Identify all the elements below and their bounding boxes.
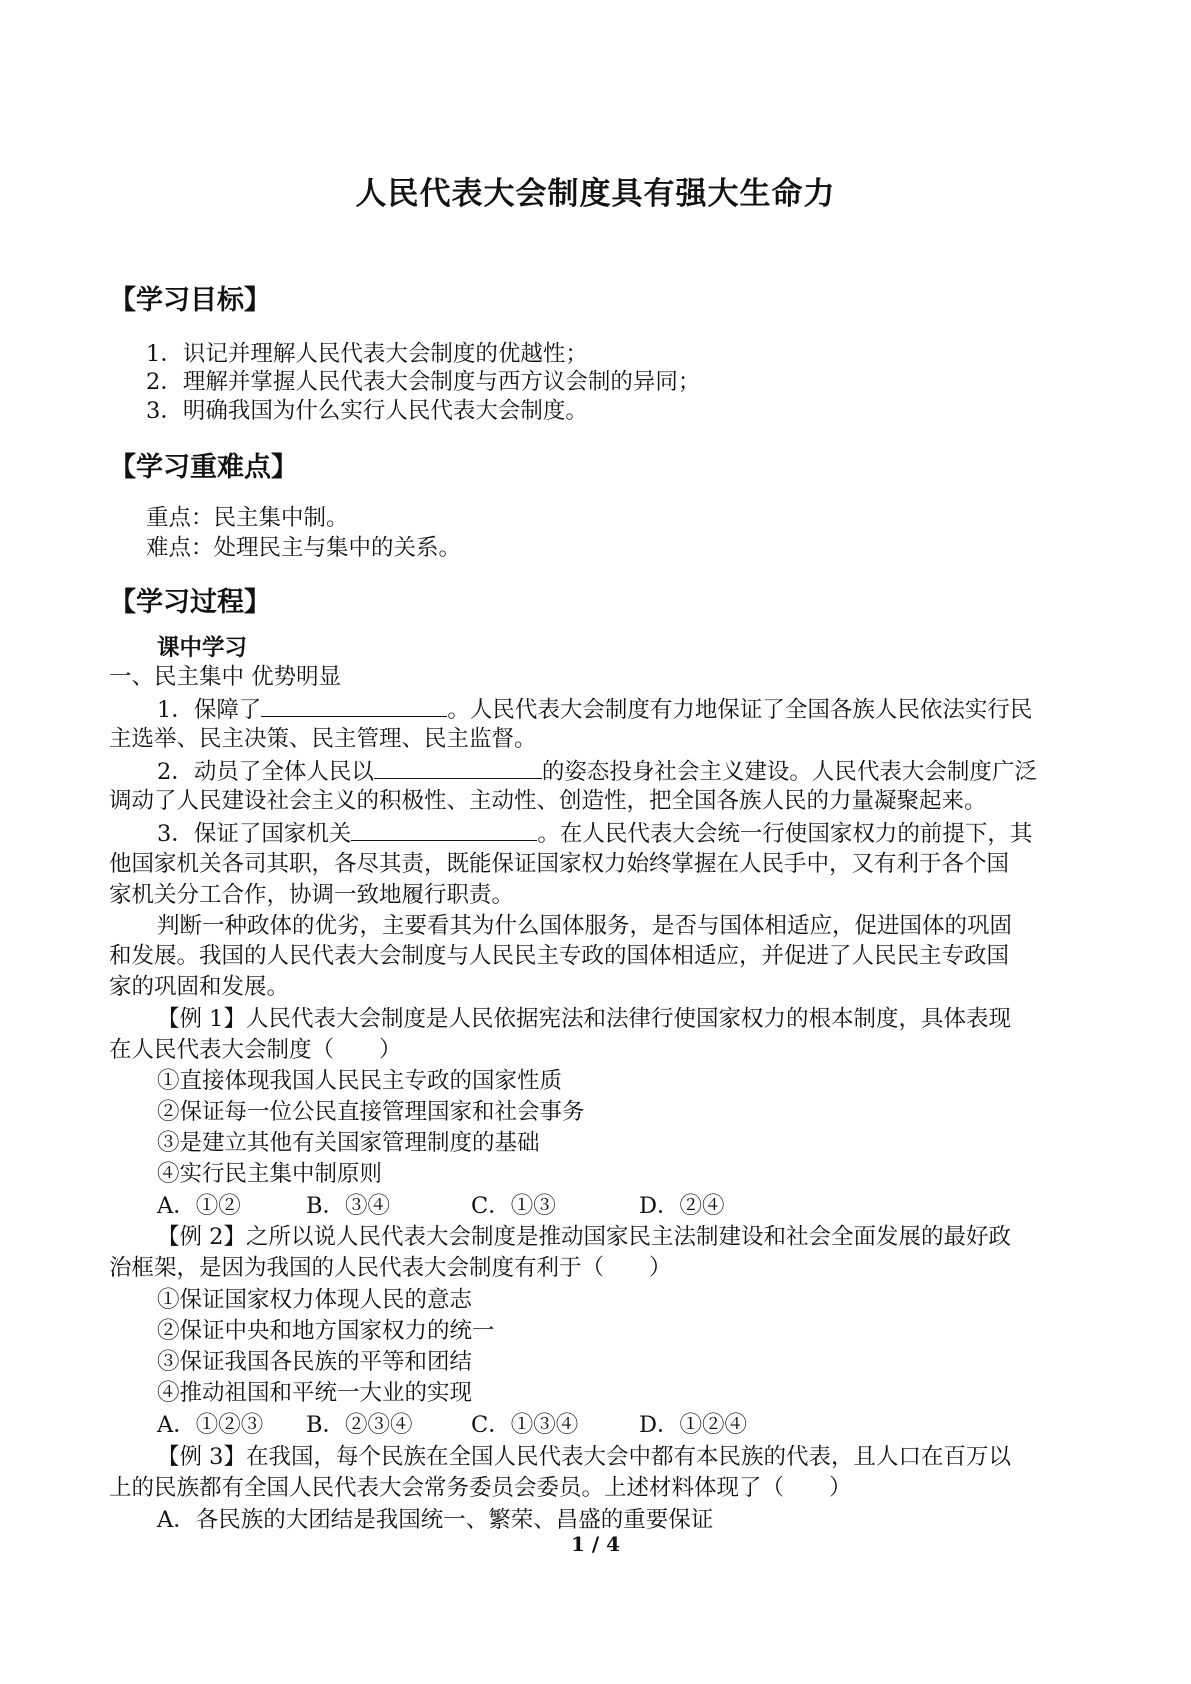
answer-option-c[interactable]: C．①③④ — [471, 1412, 579, 1438]
process-heading: 【学习过程】 — [109, 587, 271, 618]
example-3-question: 上的民族都有全国人民代表大会常务委员会委员。上述材料体现了（ ） — [109, 1475, 852, 1501]
keypoints-heading: 【学习重难点】 — [109, 452, 298, 483]
fill-blank[interactable] — [351, 818, 537, 841]
paragraph-text: 他国家机关各司其职，各尽其责，既能保证国家权力始终掌握在人民手中，又有利于各个国 — [109, 851, 1010, 877]
example-2-question: 【例 2】之所以说人民代表大会制度是推动国家民主法制建设和社会全面发展的最好政 — [157, 1224, 1011, 1250]
statement-item: ③是建立其他有关国家管理制度的基础 — [157, 1130, 540, 1156]
example-1-question: 【例 1】人民代表大会制度是人民依据宪法和法律行使国家权力的根本制度，具体表现 — [157, 1006, 1011, 1032]
fill-blank[interactable] — [261, 694, 447, 717]
paragraph-text: 3．保证了国家机关 — [157, 821, 352, 847]
answer-options — [157, 1191, 725, 1221]
statement-item: ①保证国家权力体现人民的意志 — [157, 1287, 473, 1313]
objective-item: 1．识记并理解人民代表大会制度的优越性； — [146, 341, 588, 367]
statement-item: ④实行民主集中制原则 — [157, 1161, 383, 1187]
class-learning-subheading: 课中学习 — [157, 635, 248, 661]
difficult-point: 难点：处理民主与集中的关系。 — [146, 535, 462, 561]
page-number: 1 / 4 — [570, 1532, 621, 1556]
paragraph-text: 2．动员了全体人民以 — [157, 759, 374, 785]
answer-option-d[interactable]: D．①②④ — [639, 1412, 748, 1438]
answer-option-b[interactable]: B．③④ — [306, 1193, 391, 1219]
objective-item: 3．明确我国为什么实行人民代表大会制度。 — [146, 398, 588, 424]
fill-blank[interactable] — [374, 756, 542, 779]
answer-option-b[interactable]: B．②③④ — [306, 1412, 413, 1438]
answer-option-a[interactable]: A．①②③ — [157, 1412, 264, 1438]
answer-options — [157, 1410, 747, 1440]
objective-item: 2．理解并掌握人民代表大会制度与西方议会制的异同； — [146, 369, 701, 395]
paragraph-text: 和发展。我国的人民代表大会制度与人民民主专政的国体相适应，并促进了人民民主专政国 — [109, 943, 1010, 969]
statement-item: ②保证每一位公民直接管理国家和社会事务 — [157, 1099, 585, 1125]
key-point: 重点：民主集中制。 — [146, 505, 349, 531]
paragraph-text: 主选举、民主决策、民主管理、民主监督。 — [109, 726, 537, 752]
paragraph-text: 家机关分工合作，协调一致地履行职责。 — [109, 882, 515, 908]
statement-item: ①直接体现我国人民民主专政的国家性质 — [157, 1068, 563, 1094]
example-2-question: 治框架，是因为我国的人民代表大会制度有利于（ ） — [109, 1255, 672, 1281]
objectives-heading: 【学习目标】 — [109, 285, 271, 316]
paragraph-text: 判断一种政体的优劣，主要看其为什么国体服务，是否与国体相适应，促进国体的巩固 — [157, 913, 1013, 939]
answer-option-a[interactable]: A．①② — [157, 1193, 241, 1219]
answer-option-d[interactable]: D．②④ — [639, 1193, 725, 1219]
statement-item: ②保证中央和地方国家权力的统一 — [157, 1318, 495, 1344]
answer-option-a[interactable]: A．各民族的大团结是我国统一、繁荣、昌盛的重要保证 — [157, 1507, 714, 1533]
paragraph-text: 的姿态投身社会主义建设。人民代表大会制度广泛 — [541, 759, 1037, 785]
paragraph-3 — [157, 818, 1032, 849]
statement-item: ④推动祖国和平统一大业的实现 — [157, 1380, 473, 1406]
paragraph-1 — [157, 694, 1032, 725]
paragraph-text: 家的巩固和发展。 — [109, 974, 290, 1000]
example-3-question: 【例 3】在我国，每个民族在全国人民代表大会中都有本民族的代表，且人口在百万以 — [157, 1444, 1011, 1470]
paragraph-text: 1．保障了 — [157, 697, 262, 723]
statement-item: ③保证我国各民族的平等和团结 — [157, 1349, 473, 1375]
page-title: 人民代表大会制度具有强大生命力 — [355, 176, 836, 212]
paragraph-text: 。在人民代表大会统一行使国家权力的前提下，其 — [537, 821, 1033, 847]
paragraph-text: 调动了人民建设社会主义的积极性、主动性、创造性，把全国各族人民的力量凝聚起来。 — [109, 788, 987, 814]
example-1-question: 在人民代表大会制度（ ） — [109, 1037, 402, 1063]
paragraph-2 — [157, 756, 1037, 787]
section-one-heading: 一、民主集中 优势明显 — [109, 664, 342, 690]
answer-option-c[interactable]: C．①③ — [471, 1193, 556, 1219]
paragraph-text: 。人民代表大会制度有力地保证了全国各族人民依法实行民 — [447, 697, 1033, 723]
